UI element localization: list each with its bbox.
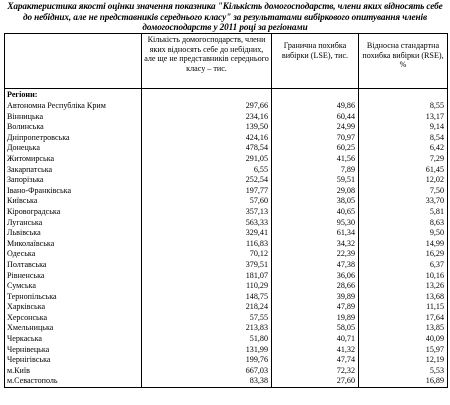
rse-cell: 8,55 [359,101,448,112]
lse-cell: 38,05 [272,196,359,207]
households-cell: 110,29 [142,281,272,292]
rse-cell: 16,29 [359,249,448,260]
table-row [5,133,448,144]
households-cell: 291,05 [142,154,272,165]
table-row [5,249,448,260]
table-row [5,165,448,176]
region-cell: Івано-Франківська [5,186,142,197]
region-cell: Полтавська [5,260,142,271]
section-label: Регіони: [5,89,142,102]
region-cell: Луганська [5,218,142,229]
lse-cell: 72,32 [272,366,359,377]
rse-cell: 13,17 [359,112,448,123]
households-cell: 51,80 [142,334,272,345]
lse-cell: 47,89 [272,302,359,313]
lse-cell: 28,66 [272,281,359,292]
lse-cell: 61,34 [272,228,359,239]
region-cell: Одеська [5,249,142,260]
table-body [5,89,448,388]
rse-cell: 33,70 [359,196,448,207]
table-row [5,228,448,239]
table-row [5,355,448,366]
region-cell: Хмельницька [5,323,142,334]
region-cell: Тернопільська [5,292,142,303]
rse-cell: 6,42 [359,143,448,154]
region-cell: Рівненська [5,271,142,282]
rse-cell: 13,68 [359,292,448,303]
rse-cell: 5,81 [359,207,448,218]
households-cell: 234,16 [142,112,272,123]
region-cell: Житомирська [5,154,142,165]
lse-cell: 24,99 [272,122,359,133]
rse-cell: 6,37 [359,260,448,271]
table-row [5,313,448,324]
households-cell: 181,07 [142,271,272,282]
households-cell: 83,38 [142,376,272,387]
lse-cell: 7,89 [272,165,359,176]
households-cell: 148,75 [142,292,272,303]
region-cell: Кіровоградська [5,207,142,218]
table-row [5,154,448,165]
households-cell: 357,13 [142,207,272,218]
rse-cell: 61,45 [359,165,448,176]
lse-cell: 19,89 [272,313,359,324]
lse-cell: 95,30 [272,218,359,229]
households-cell: 57,55 [142,313,272,324]
households-cell: 297,66 [142,101,272,112]
rse-cell: 7,29 [359,154,448,165]
rse-cell: 17,64 [359,313,448,324]
region-cell: Миколаївська [5,239,142,250]
table-row [5,207,448,218]
rse-cell: 40,09 [359,334,448,345]
region-cell: Черкаська [5,334,142,345]
rse-cell: 9,50 [359,228,448,239]
region-cell: Закарпатська [5,165,142,176]
lse-cell: 22,39 [272,249,359,260]
region-cell: Волинська [5,122,142,133]
region-cell: Львівська [5,228,142,239]
region-cell: м.Севастополь [5,376,142,387]
rse-cell: 11,15 [359,302,448,313]
table-row [5,112,448,123]
lse-cell: 40,65 [272,207,359,218]
region-cell: Чернівецька [5,345,142,356]
rse-cell: 12,19 [359,355,448,366]
lse-cell: 47,38 [272,260,359,271]
lse-cell: 27,60 [272,376,359,387]
table-row [5,186,448,197]
region-cell: Сумська [5,281,142,292]
households-cell: 70,12 [142,249,272,260]
rse-cell: 15,97 [359,345,448,356]
households-cell: 379,51 [142,260,272,271]
table-row [5,175,448,186]
lse-cell: 47,74 [272,355,359,366]
region-cell: Чернігівська [5,355,142,366]
rse-cell: 7,50 [359,186,448,197]
households-cell: 424,16 [142,133,272,144]
table-row [5,366,448,377]
region-cell: Автономна Республіка Крим [5,101,142,112]
lse-cell: 34,32 [272,239,359,250]
rse-cell: 14,99 [359,239,448,250]
lse-cell: 41,32 [272,345,359,356]
region-cell: Дніпропетровська [5,133,142,144]
table-row [5,271,448,282]
header-rse: Відносна стандартна похибка вибірки (RSE), % [359,34,448,89]
table-row [5,239,448,250]
households-cell: 139,50 [142,122,272,133]
lse-cell: 58,05 [272,323,359,334]
lse-cell: 59,51 [272,175,359,186]
table-row [5,281,448,292]
table-row [5,323,448,334]
households-cell: 252,54 [142,175,272,186]
section-row [5,89,448,102]
rse-cell: 10,16 [359,271,448,282]
lse-cell: 70,97 [272,133,359,144]
table-row [5,260,448,271]
region-cell: Вінницька [5,112,142,123]
table-row [5,101,448,112]
households-cell: 478,54 [142,143,272,154]
table-row [5,376,448,387]
lse-cell: 41,56 [272,154,359,165]
region-cell: Херсонська [5,313,142,324]
households-cell: 6,55 [142,165,272,176]
region-cell: Запорізька [5,175,142,186]
households-cell: 116,83 [142,239,272,250]
rse-cell: 12,02 [359,175,448,186]
households-cell: 57,60 [142,196,272,207]
households-cell: 218,24 [142,302,272,313]
lse-cell: 36,06 [272,271,359,282]
region-cell: Харківська [5,302,142,313]
lse-cell: 49,86 [272,101,359,112]
rse-cell: 13,26 [359,281,448,292]
region-cell: м.Київ [5,366,142,377]
lse-cell: 39,89 [272,292,359,303]
rse-cell: 13,85 [359,323,448,334]
lse-cell: 60,25 [272,143,359,154]
households-cell: 199,76 [142,355,272,366]
table-caption: Характеристика якості оцінки значення показника "Кількість домогосподарств, члени яких відносять себе до небідних, але не представників середнього класу" за результатами вибіркового опитування членів домогосподарств у 2011 році за регіонами [7,1,443,32]
regional-data-table [4,33,448,388]
households-cell: 329,41 [142,228,272,239]
rse-cell: 9,14 [359,122,448,133]
households-cell: 131,99 [142,345,272,356]
header-region [5,34,142,89]
rse-cell: 8,63 [359,218,448,229]
region-cell: Київська [5,196,142,207]
households-cell: 563,33 [142,218,272,229]
households-cell: 213,83 [142,323,272,334]
rse-cell: 16,89 [359,376,448,387]
households-cell: 667,03 [142,366,272,377]
lse-cell: 29,08 [272,186,359,197]
table-row [5,292,448,303]
table-row [5,302,448,313]
rse-cell: 5,53 [359,366,448,377]
header-lse: Гранична похибка вибірки (LSE), тис. [272,34,359,89]
rse-cell: 8,54 [359,133,448,144]
lse-cell: 40,71 [272,334,359,345]
table-row [5,122,448,133]
lse-cell: 60,44 [272,112,359,123]
table-row [5,143,448,154]
table-row [5,345,448,356]
households-cell: 197,77 [142,186,272,197]
header-households: Кількість домогосподарств, члени яких відносять себе до небідних, але ще не представників середнього класу – тис. [142,34,272,89]
table-header-row [5,34,448,89]
table-row [5,334,448,345]
table-row [5,218,448,229]
table-row [5,196,448,207]
region-cell: Донецька [5,143,142,154]
